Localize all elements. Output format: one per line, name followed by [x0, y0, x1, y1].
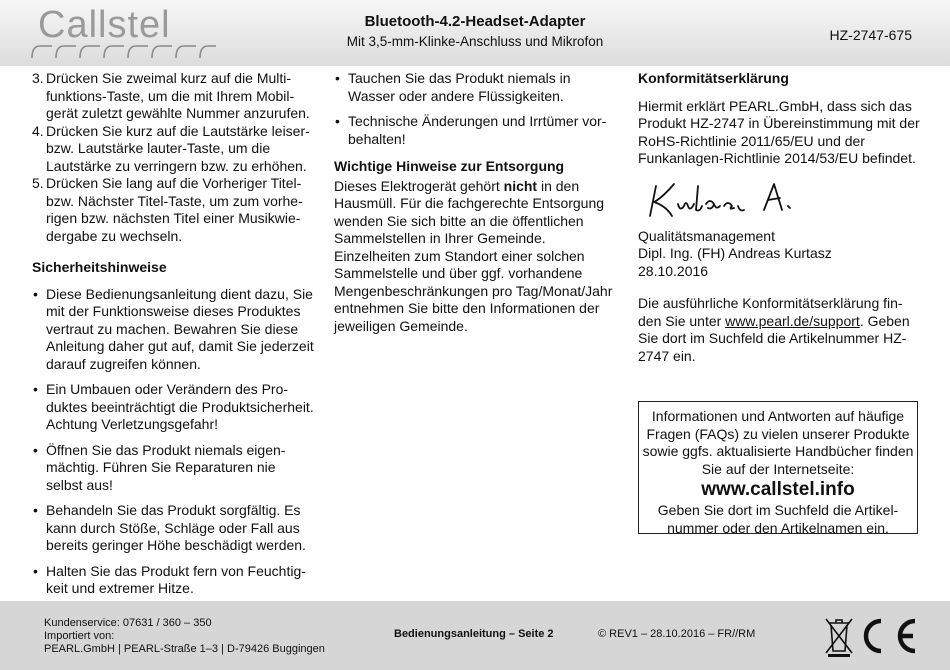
- safety-item: • Öffnen Sie das Produkt niemals eigenmächtig. Führen Sie Reparaturen nie selbst aus!: [32, 442, 314, 495]
- safety-item: • Halten Sie das Produkt fern von Feuchtigkeit und extremer Hitze.: [32, 563, 314, 598]
- product-code: HZ-2747-675: [829, 27, 912, 43]
- disposal-text: [334, 178, 616, 336]
- safety-list: [32, 286, 314, 598]
- step-item: [32, 175, 314, 245]
- step-number: 4.: [32, 122, 44, 139]
- revision-info: © REV1 – 28.10.2016 – FR//RM: [598, 628, 756, 640]
- ce-mark-icon: [866, 621, 915, 651]
- step-item: [32, 123, 314, 176]
- step-number: 3.: [32, 70, 44, 86]
- safety-item: • Technische Änderungen und Irrtümer vorbehalten!: [334, 113, 616, 148]
- step-text: Drücken Sie kurz auf die Lautstärke leiser- bzw. Lautstärke lauter-Taste, um die Lautstärke zu verringern bzw. zu erhöhen.: [46, 122, 310, 174]
- step-item: [32, 70, 314, 123]
- page-footer: [0, 601, 950, 670]
- logo-swoosh-icon: [30, 38, 220, 60]
- column-1: [32, 70, 314, 606]
- document-title: Bluetooth-4.2-Headset-Adapter: [364, 13, 586, 30]
- callstel-logo: [30, 4, 220, 58]
- signature-role: Qualitätsmanagement: [638, 227, 775, 244]
- importer-info: [44, 617, 325, 656]
- safety-item: • Behandeln Sie das Produkt sorgfältig. Es kann durch Stöße, Schläge oder Fall aus bereits geringer Höhe beschädigt werden.: [32, 502, 314, 555]
- disposal-text-part: in den Hausmüll. Für die fachgerechte Entsorgung wenden Sie sich bitte an die öffentlichen Sammelstellen in Ihrer Gemeinde. Einzelheiten zum Standort einer solchen Sammelstelle und über ggf. vorhandene Mengenbeschränkungen pro Tag/Monat/Jahr entnehmen Sie bitte den Informationen der jeweiligen Gemeinde.: [334, 177, 613, 334]
- signature-name: Dipl. Ing. (FH) Andreas Kurtasz: [638, 245, 832, 261]
- step-text: Drücken Sie zweimal kurz auf die Multifunktions-Taste, um die mit Ihrem Mobilgerät zuletzt gewählte Nummer anzurufen.: [46, 70, 310, 121]
- page-number: Bedienungsanleitung – Seite 2: [394, 628, 554, 640]
- step-text: Drücken Sie lang auf die Vorheriger Titel- bzw. Nächster Titel-Taste, um zum vorherigen bzw. nächsten Titel einer Musikwiedergabe zu wechseln.: [46, 175, 303, 244]
- weee-bin-icon: [826, 619, 852, 657]
- disposal-heading: Wichtige Hinweise zur Entsorgung: [334, 158, 565, 174]
- safety-list-continued: [334, 70, 616, 148]
- safety-item: • Diese Bedienungsanleitung dient dazu, Sie mit der Funktionsweise dieses Produktes vertraut zu machen. Bewahren Sie diese Anleitung daher gut auf, damit Sie jederzeit darauf zugreifen können.: [32, 286, 314, 374]
- full-declaration-part: . Geben Sie dort im Suchfeld die Artikelnummer HZ-2747 ein.: [638, 312, 910, 364]
- importer-address: PEARL.GmbH | PEARL-Straße 1–3 | D-79426 Buggingen: [44, 643, 325, 655]
- page-header: [0, 0, 950, 66]
- column-3: [638, 70, 920, 365]
- full-declaration-text: [638, 295, 920, 365]
- certification-marks: [823, 613, 923, 664]
- column-2: [334, 70, 616, 335]
- full-declaration-part: Die ausführliche Konformitätserklärung finden Sie unter: [638, 295, 903, 329]
- step-number: 5.: [32, 175, 44, 191]
- faq-instructions: Geben Sie dort im Suchfeld die Artikelnummer oder den Artikelnamen ein.: [657, 502, 899, 536]
- logo-text: Callstel: [38, 4, 171, 46]
- safety-item: • Ein Umbauen oder Verändern des Produktes beeinträchtigt die Produktsicherheit. Achtung Verletzungsgefahr!: [32, 381, 314, 434]
- disposal-text-part: Dieses Elektrogerät gehört: [334, 177, 504, 194]
- signature-icon: [644, 176, 920, 224]
- disposal-emphasis: nicht: [503, 177, 538, 194]
- conformity-text: Hiermit erklärt PEARL.GmbH, dass sich das Produkt HZ-2747 in Übereinstimmung mit der RoHS-Richtlinie 2011/65/EU und der Funkanlagen-Richtlinie 2014/53/EU befindet.: [638, 97, 920, 166]
- document-subtitle: Mit 3,5-mm-Klinke-Anschluss und Mikrofon: [346, 34, 604, 49]
- faq-text: Informationen und Antworten auf häufige Fragen (FAQs) zu vielen unserer Produkte sowie ggfs. aktualisierte Handbücher finden Sie auf der Internetseite:: [642, 408, 914, 477]
- safety-heading: Sicherheitshinweise: [32, 259, 167, 275]
- signature-date: 28.10.2016: [638, 262, 709, 279]
- faq-info-box: [638, 401, 918, 534]
- steps-list: [32, 70, 314, 245]
- customer-service: Kundenservice: 07631 / 360 – 350: [44, 617, 212, 629]
- conformity-heading: Konformitätserklärung: [638, 70, 789, 86]
- importer-label: Importiert von:: [44, 630, 115, 642]
- website-link[interactable]: www.callstel.info: [701, 479, 855, 500]
- safety-item: • Tauchen Sie das Produkt niemals in Wasser oder andere Flüssigkeiten.: [334, 70, 616, 105]
- support-link[interactable]: www.pearl.de/support: [725, 312, 860, 329]
